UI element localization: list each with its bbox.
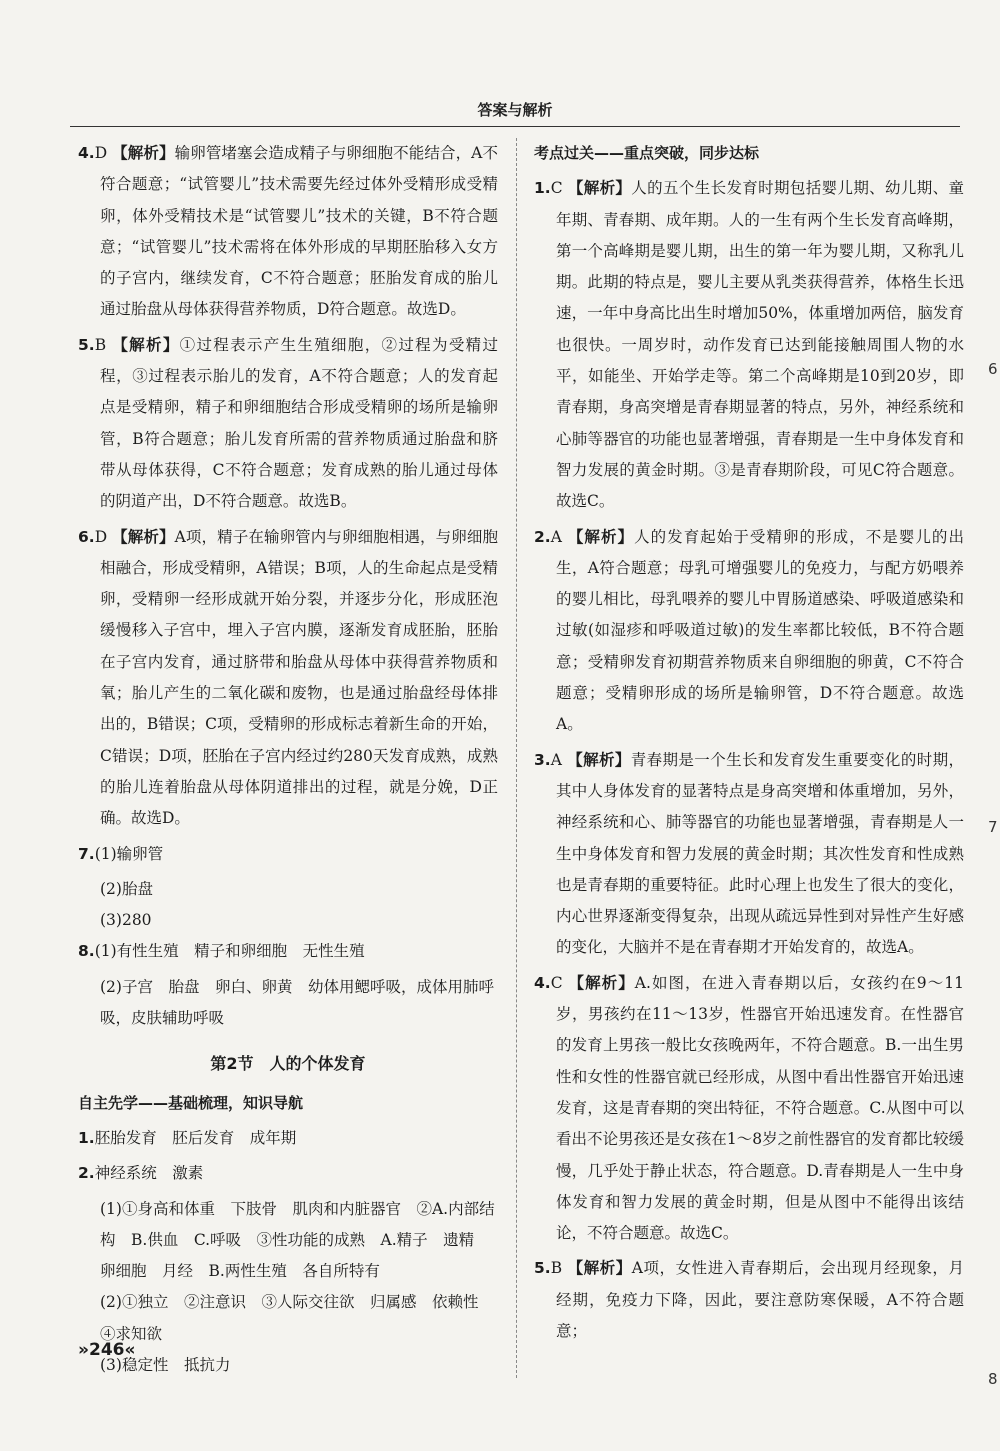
answer-subitem: (3)280 [100, 911, 152, 930]
chapter-title: 第2节 人的个体发育 [210, 1054, 366, 1074]
edge-page-number: 7 [988, 818, 998, 836]
answer-subitem: (2)①独立 ②注意识 ③人际交往欲 归属感 依赖性 ④求知欲 [100, 1293, 494, 1343]
answer-subitem: (2)子宫 胎盘 卵白、卵黄 幼体用鳃呼吸，成体用肺呼吸，皮肤辅助呼吸 [100, 977, 494, 1028]
answer-item: 2.A 【解析】人的发育起始于受精卵的形成，不是婴儿的出生，A符合题意；母乳可增强婴儿的免疫力，与配方奶喂养的婴儿相比，母乳喂养的婴儿中胃肠道感染、呼吸道感染和过敏(如湿疹和呼吸道过敏)的发生率都比较低，B不符合题意；受精卵发育初期营养物质来自卵细胞的卵黄，C不符合题意；受精卵形成的场所是输卵管，D不符合题意。故选A。 [534, 527, 964, 734]
section-title: 考点过关——重点突破，同步达标 [534, 144, 760, 162]
answer-item: 4.C 【解析】A.如图，在进入青春期以后，女孩约在9～11岁，男孩约在11～13岁，性器官开始迅速发育。在性器官的发育上男孩一般比女孩晚两年，不符合题意。B.一出生男性和女性的性器官就已经形成，从图中看出性器官开始迅速发育，这是青春期的突出特征，不符合题意。C.从图中可以看出不论男孩还是女孩在1～8岁之前性器官的发育都比较缓慢，几乎处于静止状态，符合题意。D.青春期是人一生中身体发育和智力发展的黄金时期，但是从图中不能得出该结论，不符合题意。故选C。 [534, 973, 964, 1243]
answer-subitem: (3)稳定性 抵抗力 [100, 1355, 231, 1374]
answer-item: 4.D 【解析】输卵管堵塞会造成精子与卵细胞不能结合，A不符合题意；“试管婴儿”技术需要先经过体外受精形成受精卵，体外受精技术是“试管婴儿”技术的关键，B不符合题意；“试管婴儿”技术需将在体外形成的早期胚胎移入女方的子宫内，继续发育，C不符合题意；胚胎发育成的胎儿通过胎盘从母体获得营养物质，D符合题意。故选D。 [78, 144, 498, 319]
answer-item: 5.B 【解析】A项，女性进入青春期后，会出现月经现象，月经期，免疫力下降，因此，要注意防寒保暖，A不符合题意； [534, 1259, 964, 1340]
left-column [78, 138, 498, 1381]
answer-item: 8.(1)有性生殖 精子和卵细胞 无性生殖 [78, 942, 365, 961]
answer-item: 6.D 【解析】A项，精子在输卵管内与卵细胞相遇，与卵细胞相融合，形成受精卵，A错误；B项，人的生命起点是受精卵，受精卵一经形成就开始分裂，并逐步分化，形成胚泡缓慢移入子宫中，埋入子宫内膜，逐渐发育成胚胎，胚胎在子宫内发育，通过脐带和胎盘从母体中获得营养物质和氧；胎儿产生的二氧化碳和废物，也是通过胎盘经母体排出的，B错误；C项，受精卵的形成标志着新生命的开始，C错误；D项，胚胎在子宫内经过约280天发育成熟，成熟的胎儿连着胎盘从母体阴道排出的过程，就是分娩，D正确。故选D。 [78, 527, 498, 828]
right-column [534, 138, 964, 1351]
answer-item: 1.C 【解析】人的五个生长发育时期包括婴儿期、幼儿期、童年期、青春期、成年期。人的一生有两个生长发育高峰期，第一个高峰期是婴儿期，出生的第一年为婴儿期，又称乳儿期。此期的特点是，婴儿主要从乳类获得营养，体格生长迅速，一年中身高比出生时增加50%，体重增加两倍，脑发育也很快。一周岁时，动作发育已达到能接触周围人物的水平，如能坐、开始学走等。第二个高峰期是10到20岁，即青春期，身高突增是青春期显著的特点，另外，神经系统和心肺等器官的功能也显著增强，青春期是一生中身体发育和智力发展的黄金时期。③是青春期阶段，可见C符合题意。故选C。 [534, 179, 964, 511]
page-header [70, 96, 960, 127]
answer-subitem: (1)①身高和体重 下肢骨 肌肉和内脏器官 ②A.内部结构 B.供血 C.呼吸 ③性功能的成熟 A.精子 遗精 卵细胞 月经 B.两性生殖 各自所特有 [100, 1199, 495, 1281]
answer-item: 3.A 【解析】青春期是一个生长和发育发生重要变化的时期，其中人身体发育的显著特点是身高突增和体重增加，另外，神经系统和心、肺等器官的功能也显著增强，青春期是人一生中身体发育和智力发展的黄金时期；其次性发育和性成熟也是青春期的重要特征。此时心理上也发生了很大的变化，内心世界逐渐变得复杂，出现从疏远异性到对异性产生好感的变化，大脑并不是在青春期才开始发育的，故选A。 [534, 750, 964, 957]
page-number: »246« [78, 1340, 136, 1360]
column-divider [516, 138, 518, 1378]
edge-page-number: 8 [988, 1370, 998, 1388]
edge-page-number: 6 [988, 360, 998, 378]
answer-item: 2.神经系统 激素 [78, 1164, 204, 1183]
header-title: 答案与解析 [477, 101, 553, 119]
answer-subitem: (2)胎盘 [100, 879, 153, 898]
answer-item: 1.胚胎发育 胚后发育 成年期 [78, 1128, 297, 1147]
answer-item: 5.B 【解析】①过程表示产生生殖细胞，②过程为受精过程，③过程表示胎儿的发育，A不符合题意；人的发育起点是受精卵，精子和卵细胞结合形成受精卵的场所是输卵管，B符合题意；胎儿发育所需的营养物质通过胎盘和脐带从母体获得，C不符合题意；发育成熟的胎儿通过母体的阴道产出，D不符合题意。故选B。 [78, 335, 498, 511]
section-title: 自主先学——基础梳理，知识导航 [78, 1093, 304, 1112]
answer-item: 7.(1)输卵管 [78, 844, 164, 863]
